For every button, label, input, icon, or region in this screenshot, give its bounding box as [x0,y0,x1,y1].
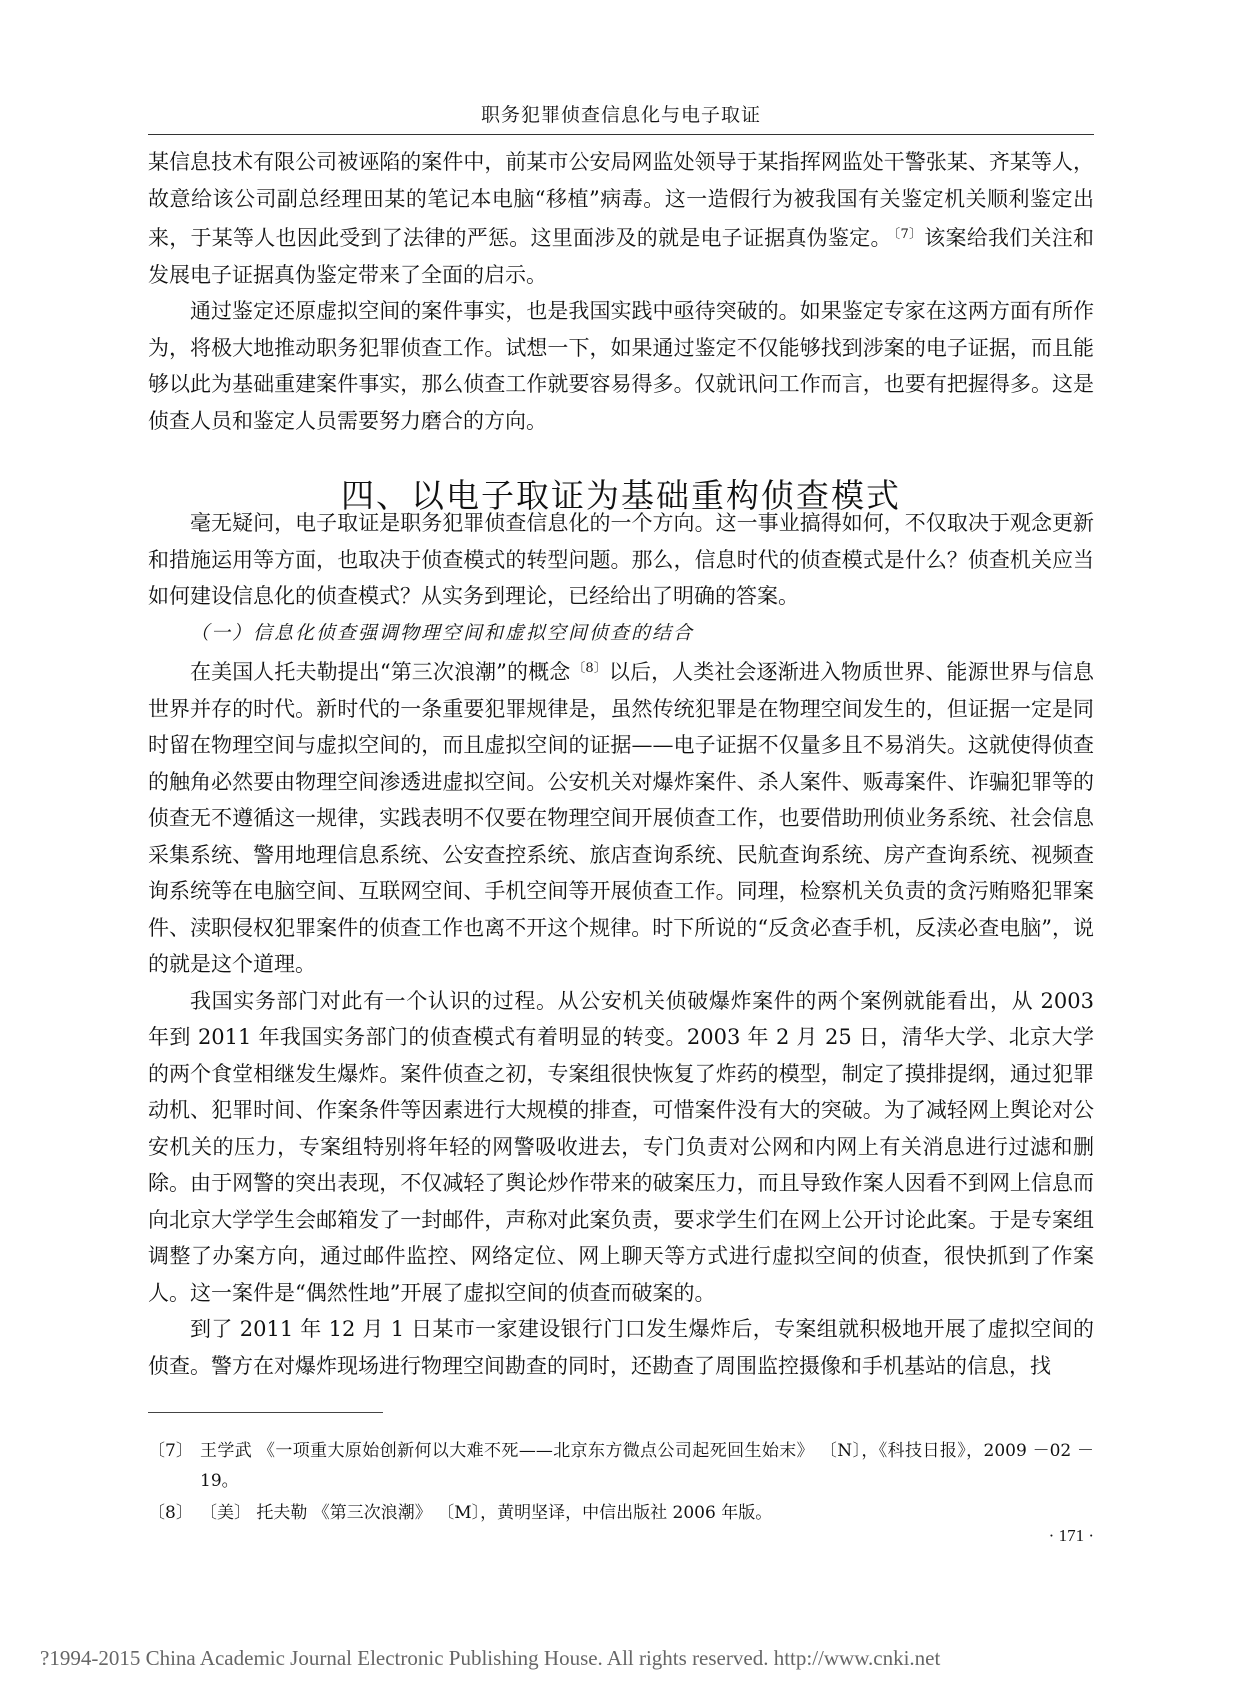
footnote-ref-7[interactable]: 〔7〕 [893,227,923,242]
footnote-rule [148,1412,383,1413]
footnote-text: 〔美〕 托夫勒 《第三次浪潮》 〔M〕，黄明坚译，中信出版社 2006 年版。 [200,1503,773,1523]
copyright-notice: ?1994-2015 China Academic Journal Electronic Publishing House. All rights reserved. http://www.cnki.net [40,1646,941,1670]
footnote-text: 王学武 《一项重大原始创新何以大难不死——北京东方微点公司起死回生始末》 〔N〕，《科技日报》，2009 －02 －19。 [200,1441,1094,1491]
paragraph-section-intro: 毫无疑问，电子取证是职务犯罪侦查信息化的一个方向。这一事业搞得如何，不仅取决于观念更新和措施运用等方面，也取决于侦查模式的转型问题。那么，信息时代的侦查模式是什么？侦查机关应当如何建设信息化的侦查模式？从实务到理论，已经给出了明确的答案。 [148,511,1094,608]
subheading: （一）信息化侦查强调物理空间和虚拟空间侦查的结合 [190,621,695,644]
paragraph-text: 某信息技术有限公司被诬陷的案件中，前某市公安局网监处领导于某指挥网监处干警张某、齐某等人，故意给该公司副总经理田某的笔记本电脑“移植”病毒。这一造假行为被我国有关鉴定机关顺利鉴定出来，于某等人也因此受到了法律的严惩。这里面涉及的就是电子证据真伪鉴定。 [148,150,1094,250]
paragraph-2003-case: 我国实务部门对此有一个认识的过程。从公安机关侦破爆炸案件的两个案例就能看出，从 2003 年到 2011 年我国实务部门的侦查模式有着明显的转变。2003 年 2 月 25 日，清华大学、北京大学的两个食堂相继发生爆炸。案件侦查之初，专案组很快恢复了炸药的模型，制定了摸排提纲，通过犯罪动机、犯罪时间、作案条件等因素进行大规模的排查，可惜案件没有大的突破。为了减轻网上舆论对公安机关的压力，专案组特别将年轻的网警吸收进去，专门负责对公网和内网上有关消息进行过滤和删除。由于网警的突出表现，不仅减轻了舆论炒作带来的破案压力，而且导致作案人因看不到网上信息而向北京大学学生会邮箱发了一封邮件，声称对此案负责，要求学生们在网上公开讨论此案。于是专案组调整了办案方向，通过邮件监控、网络定位、网上聊天等方式进行虚拟空间的侦查，很快抓到了作案人。这一案件是“偶然性地”开展了虚拟空间的侦查而破案的。 [148,988,1094,1305]
footnote-mark: 〔8〕 [148,1503,193,1523]
paragraph-text: 以后，人类社会逐渐进入物质世界、能源世界与信息世界并存的时代。新时代的一条重要犯罪规律是，虽然传统犯罪是在物理空间发生的，但证据一定是同时留在物理空间与虚拟空间的，而且虚拟空间的证据——电子证据不仅量多且不易消失。这就使得侦查的触角必然要由物理空间渗透进虚拟空间。公安机关对爆炸案件、杀人案件、贩毒案件、诈骗犯罪等的侦查无不遵循这一规律，实践表明不仅要在物理空间开展侦查工作，也要借助刑侦业务系统、社会信息采集系统、警用地理信息系统、公安查控系统、旅店查询系统、民航查询系统、房产查询系统、视频查询系统等在电脑空间、互联网空间、手机空间等开展侦查工作。同理，检察机关负责的贪污贿赂犯罪案件、渎职侵权犯罪案件的侦查工作也离不开这个规律。时下所说的“反贪必查手机，反渎必查电脑”，说的就是这个道理。 [148,660,1094,976]
footnote-mark: 〔7〕 [148,1441,193,1461]
body-text-main [148,505,1094,1384]
page-number: · 171 · [1048,1526,1094,1545]
footnote-7 [148,1436,1094,1496]
footnotes [148,1436,1094,1530]
body-text-top [148,144,1094,439]
footnote-8 [148,1498,1094,1528]
header-rule [148,134,1094,135]
paragraph-text: 该案给我们关注和发展电子证据真伪鉴定带来了全面的启示。 [148,226,1095,287]
paragraph-text: 在美国人托夫勒提出“第三次浪潮”的概念 [190,660,571,684]
paragraph-reconstruct-facts: 通过鉴定还原虚拟空间的案件事实，也是我国实践中亟待突破的。如果鉴定专家在这两方面有所作为，将极大地推动职务犯罪侦查工作。试想一下，如果通过鉴定不仅能够找到涉案的电子证据，而且能够以此为基础重建案件事实，那么侦查工作就要容易得多。仅就讯问工作而言，也要有把握得多。这是侦查人员和鉴定人员需要努力磨合的方向。 [148,299,1094,433]
running-head: 职务犯罪侦查信息化与电子取证 [480,104,761,126]
paragraph-2011-case: 到了 2011 年 12 月 1 日某市一家建设银行门口发生爆炸后，专案组就积极地开展了虚拟空间的侦查。警方在对爆炸现场进行物理空间勘查的同时，还勘查了周围监控摄像和手机基站的信息，找 [148,1317,1094,1378]
paragraph-case-continued [148,144,1094,293]
section-title: 四、以电子取证为基础重构侦查模式 [341,476,901,515]
paragraph-toffler [148,651,1094,983]
footnote-ref-8[interactable]: 〔8〕 [572,661,607,676]
